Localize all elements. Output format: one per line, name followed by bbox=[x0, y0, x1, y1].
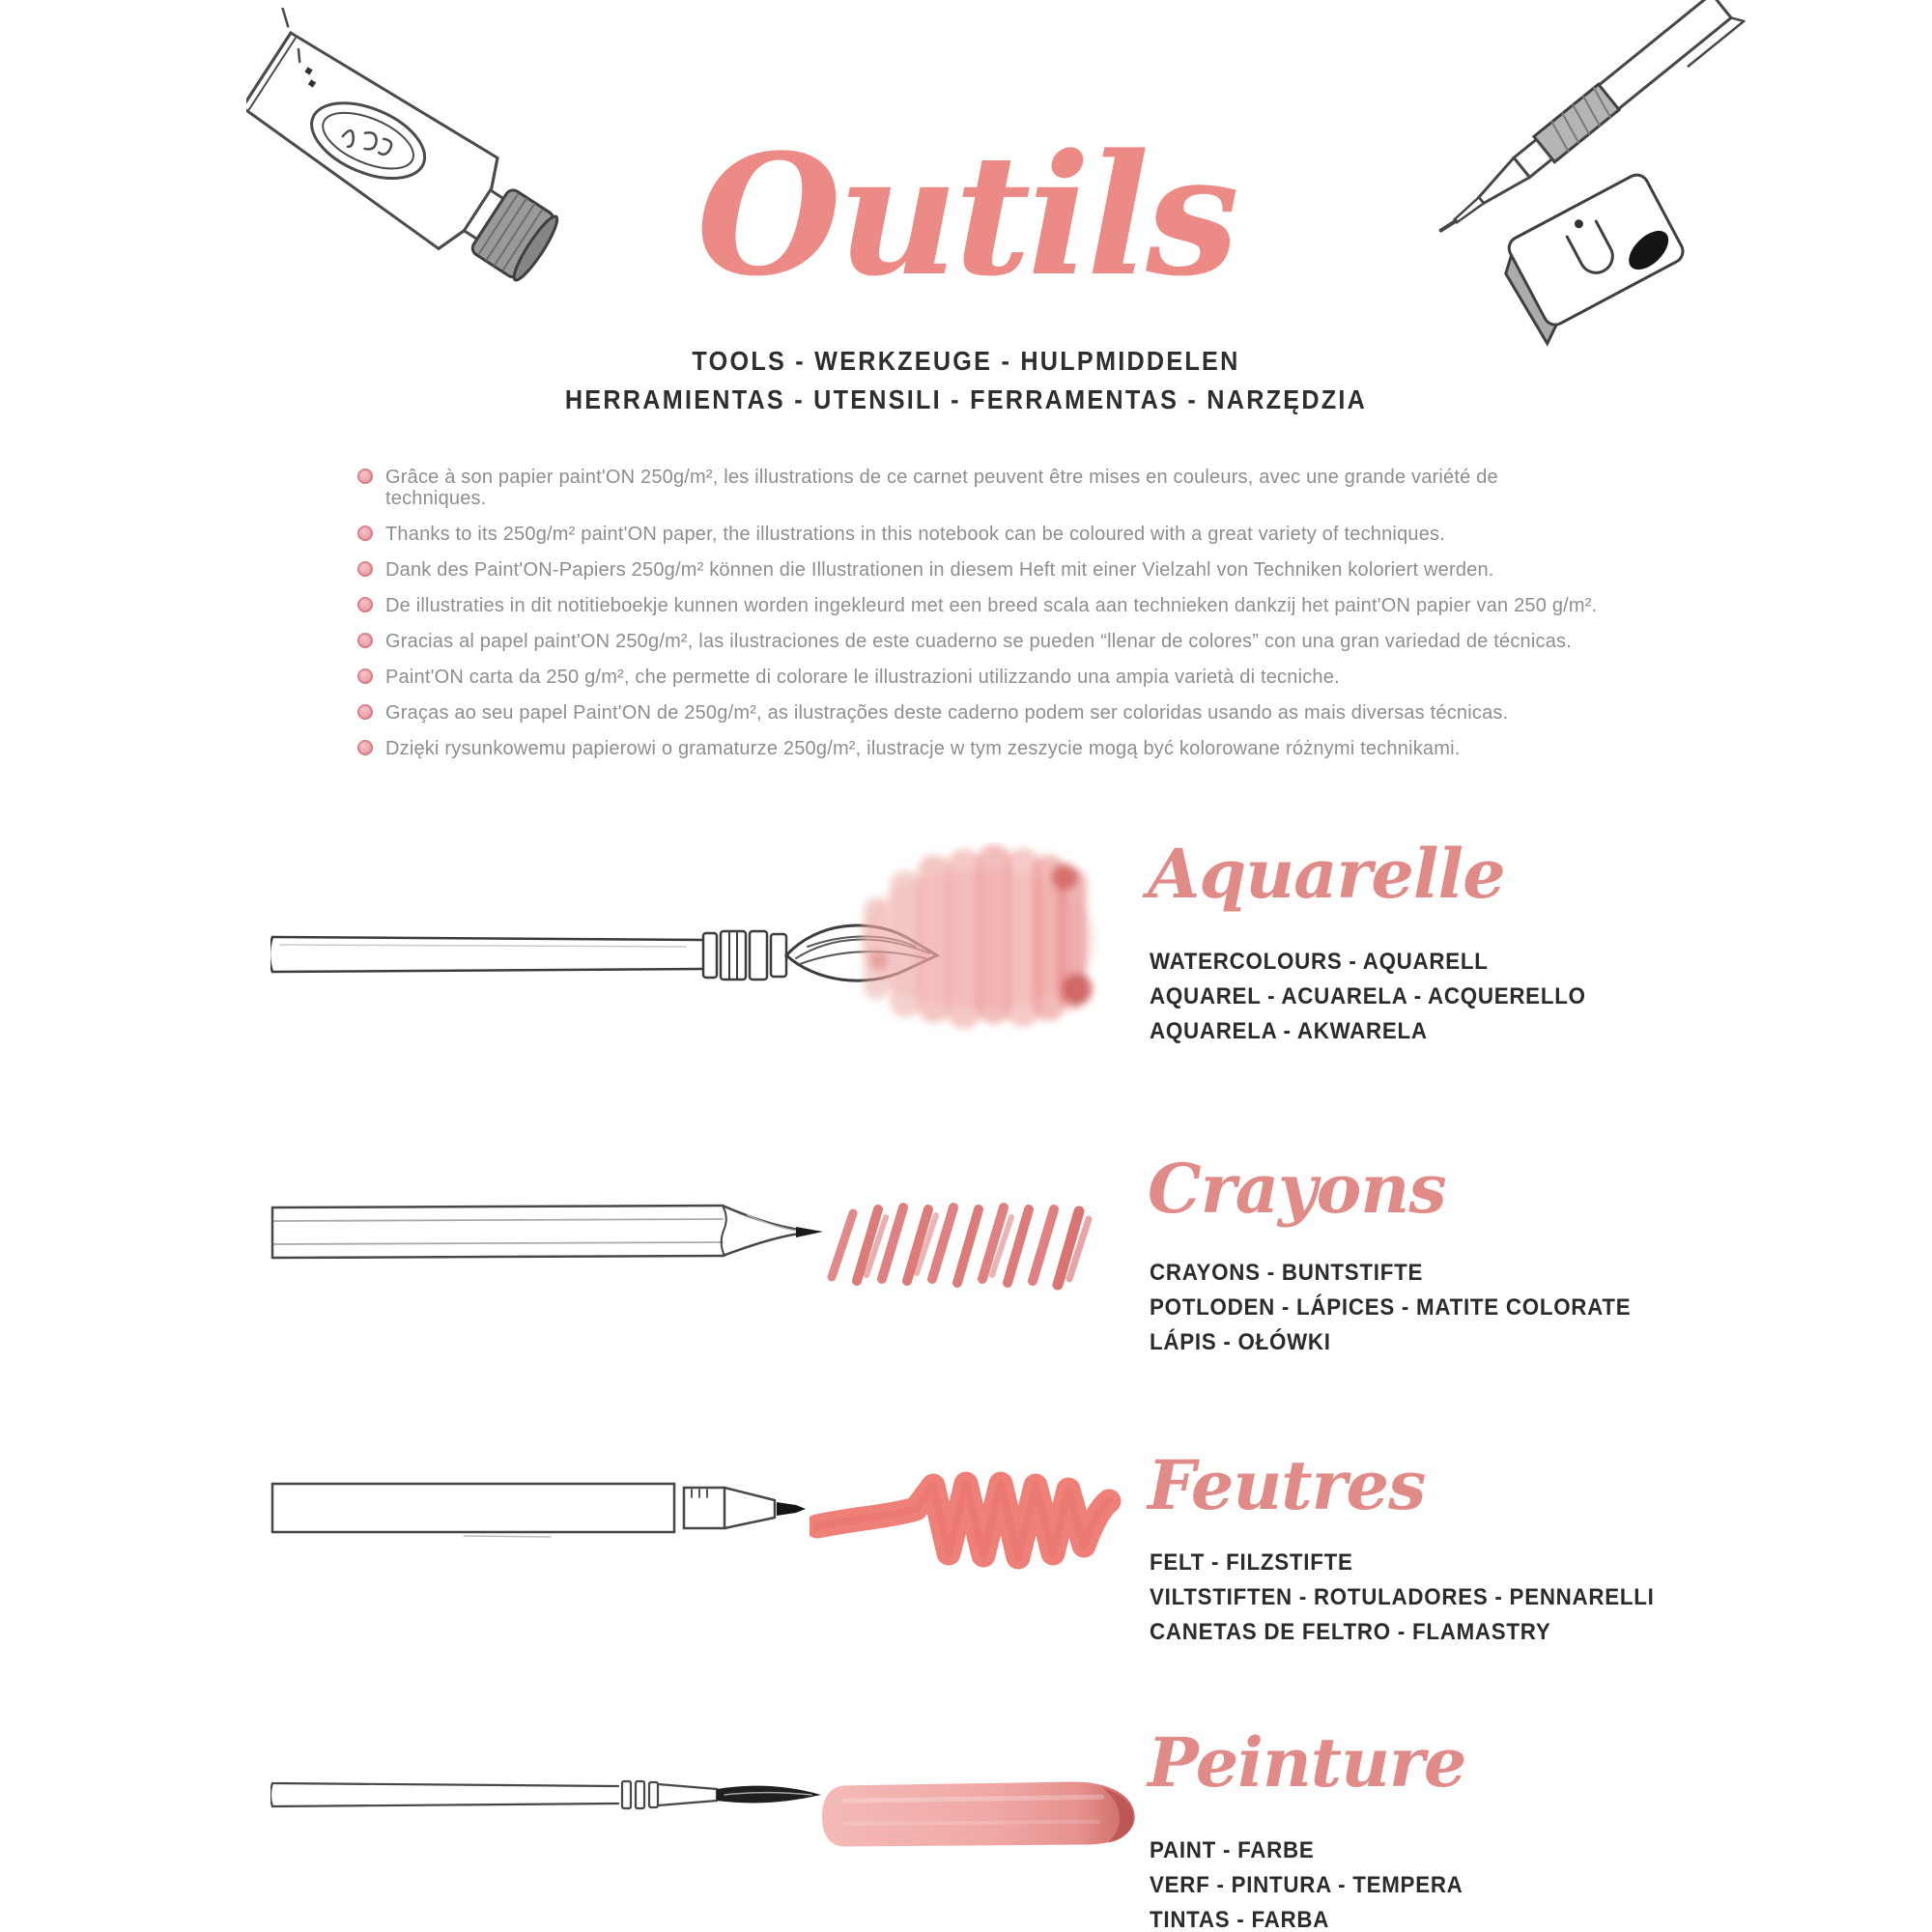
intro-note-text: De illustraties in dit notitieboekje kunnen worden ingekleurd met een breed scala aan technieken dankzij het paint'ON papier van 250 g/m². bbox=[385, 595, 1598, 616]
intro-note bbox=[357, 667, 1604, 688]
intro-note bbox=[357, 631, 1604, 652]
intro-note bbox=[357, 524, 1604, 545]
intro-note-text: Grâce à son papier paint'ON 250g/m², les illustrations de ce carnet peuvent être mises en couleurs, avec une grande variété de techniques. bbox=[385, 467, 1498, 509]
paint-dot-icon bbox=[357, 740, 373, 755]
section-translations-crayons bbox=[1150, 1256, 1631, 1360]
intro-note-text: Dzięki rysunkowemu papierowi o gramaturze 250g/m², ilustracje w tym zeszycie mogą być kolorowane różnymi technikami. bbox=[385, 738, 1461, 759]
translation-line: CANETAS DE FELTRO - FLAMASTRY bbox=[1150, 1619, 1551, 1645]
section-heading-aquarelle: Aquarelle bbox=[1148, 834, 1505, 914]
intro-note bbox=[357, 559, 1604, 581]
subtitle-line-1: TOOLS - WERKZEUGE - HULPMIDDELEN bbox=[692, 346, 1240, 376]
round-paintbrush-illustration bbox=[270, 1770, 850, 1820]
translation-line: AQUARELA - AKWARELA bbox=[1150, 1018, 1428, 1044]
paint-dot-icon bbox=[357, 668, 373, 684]
paint-dot-icon bbox=[357, 561, 373, 577]
intro-note bbox=[357, 467, 1604, 509]
colouring-pencil-illustration bbox=[270, 1198, 826, 1267]
pencil-sharpener-illustration bbox=[1493, 171, 1692, 346]
intro-notes-list bbox=[357, 467, 1604, 774]
translation-line: PAINT - FARBE bbox=[1150, 1837, 1315, 1863]
intro-note-text: Thanks to its 250g/m² paint'ON paper, the illustrations in this notebook can be coloured with a great variety of techniques. bbox=[385, 524, 1445, 545]
translation-line: LÁPIS - OŁÓWKI bbox=[1150, 1329, 1331, 1355]
intro-note bbox=[357, 595, 1604, 616]
pencil-hatching-swatch bbox=[816, 1194, 1116, 1295]
section-translations-feutres bbox=[1150, 1546, 1655, 1650]
paint-dot-icon bbox=[357, 633, 373, 648]
paint-dot-icon bbox=[357, 469, 373, 484]
paint-dot-icon bbox=[357, 526, 373, 541]
translation-line: POTLODEN - LÁPICES - MATITE COLORATE bbox=[1150, 1294, 1632, 1321]
section-heading-peinture: Peinture bbox=[1148, 1722, 1466, 1803]
translation-line: WATERCOLOURS - AQUARELL bbox=[1150, 949, 1489, 975]
intro-note-text: Gracias al papel paint'ON 250g/m², las ilustraciones de este cuaderno se pueden “llenar de colores” con una gran variedad de técnicas. bbox=[385, 631, 1572, 652]
paint-stroke-swatch bbox=[816, 1776, 1145, 1853]
section-heading-feutres: Feutres bbox=[1148, 1445, 1426, 1525]
section-translations-peinture bbox=[1150, 1833, 1463, 1932]
translation-line: VILTSTIFTEN - ROTULADORES - PENNARELLI bbox=[1150, 1584, 1655, 1610]
section-translations-aquarelle bbox=[1150, 945, 1586, 1049]
section-heading-crayons: Crayons bbox=[1148, 1149, 1446, 1229]
translation-line: AQUAREL - ACUARELA - ACQUERELLO bbox=[1150, 983, 1586, 1009]
felt-scribble-swatch bbox=[810, 1468, 1128, 1575]
watercolour-wash-swatch bbox=[823, 842, 1113, 1036]
intro-note bbox=[357, 702, 1604, 724]
intro-note bbox=[357, 738, 1604, 759]
paint-dot-icon bbox=[357, 704, 373, 720]
intro-note-text: Graças ao seu papel Paint'ON de 250g/m², as ilustrações deste caderno podem ser coloridas usando as mais diversas técnicas. bbox=[385, 702, 1509, 724]
intro-note-text: Paint'ON carta da 250 g/m², che permette di colorare le illustrazioni utilizzando una ampia varietà di tecniche. bbox=[385, 667, 1340, 688]
translation-line: CRAYONS - BUNTSTIFTE bbox=[1150, 1260, 1424, 1286]
intro-note-text: Dank des Paint'ON-Papiers 250g/m² können die Illustrationen in diesem Heft mit einer Vielzahl von Techniken koloriert werden. bbox=[385, 559, 1494, 581]
translation-line: VERF - PINTURA - TEMPERA bbox=[1150, 1872, 1463, 1898]
translation-line: TINTAS - FARBA bbox=[1150, 1907, 1330, 1932]
subtitle-line-2: HERRAMIENTAS - UTENSILI - FERRAMENTAS - NARZĘDZIA bbox=[564, 384, 1368, 414]
paint-dot-icon bbox=[357, 597, 373, 612]
page-title: Outils bbox=[696, 117, 1236, 313]
felt-tip-pen-illustration bbox=[270, 1476, 850, 1542]
translation-line: FELT - FILZSTIFTE bbox=[1150, 1549, 1353, 1576]
